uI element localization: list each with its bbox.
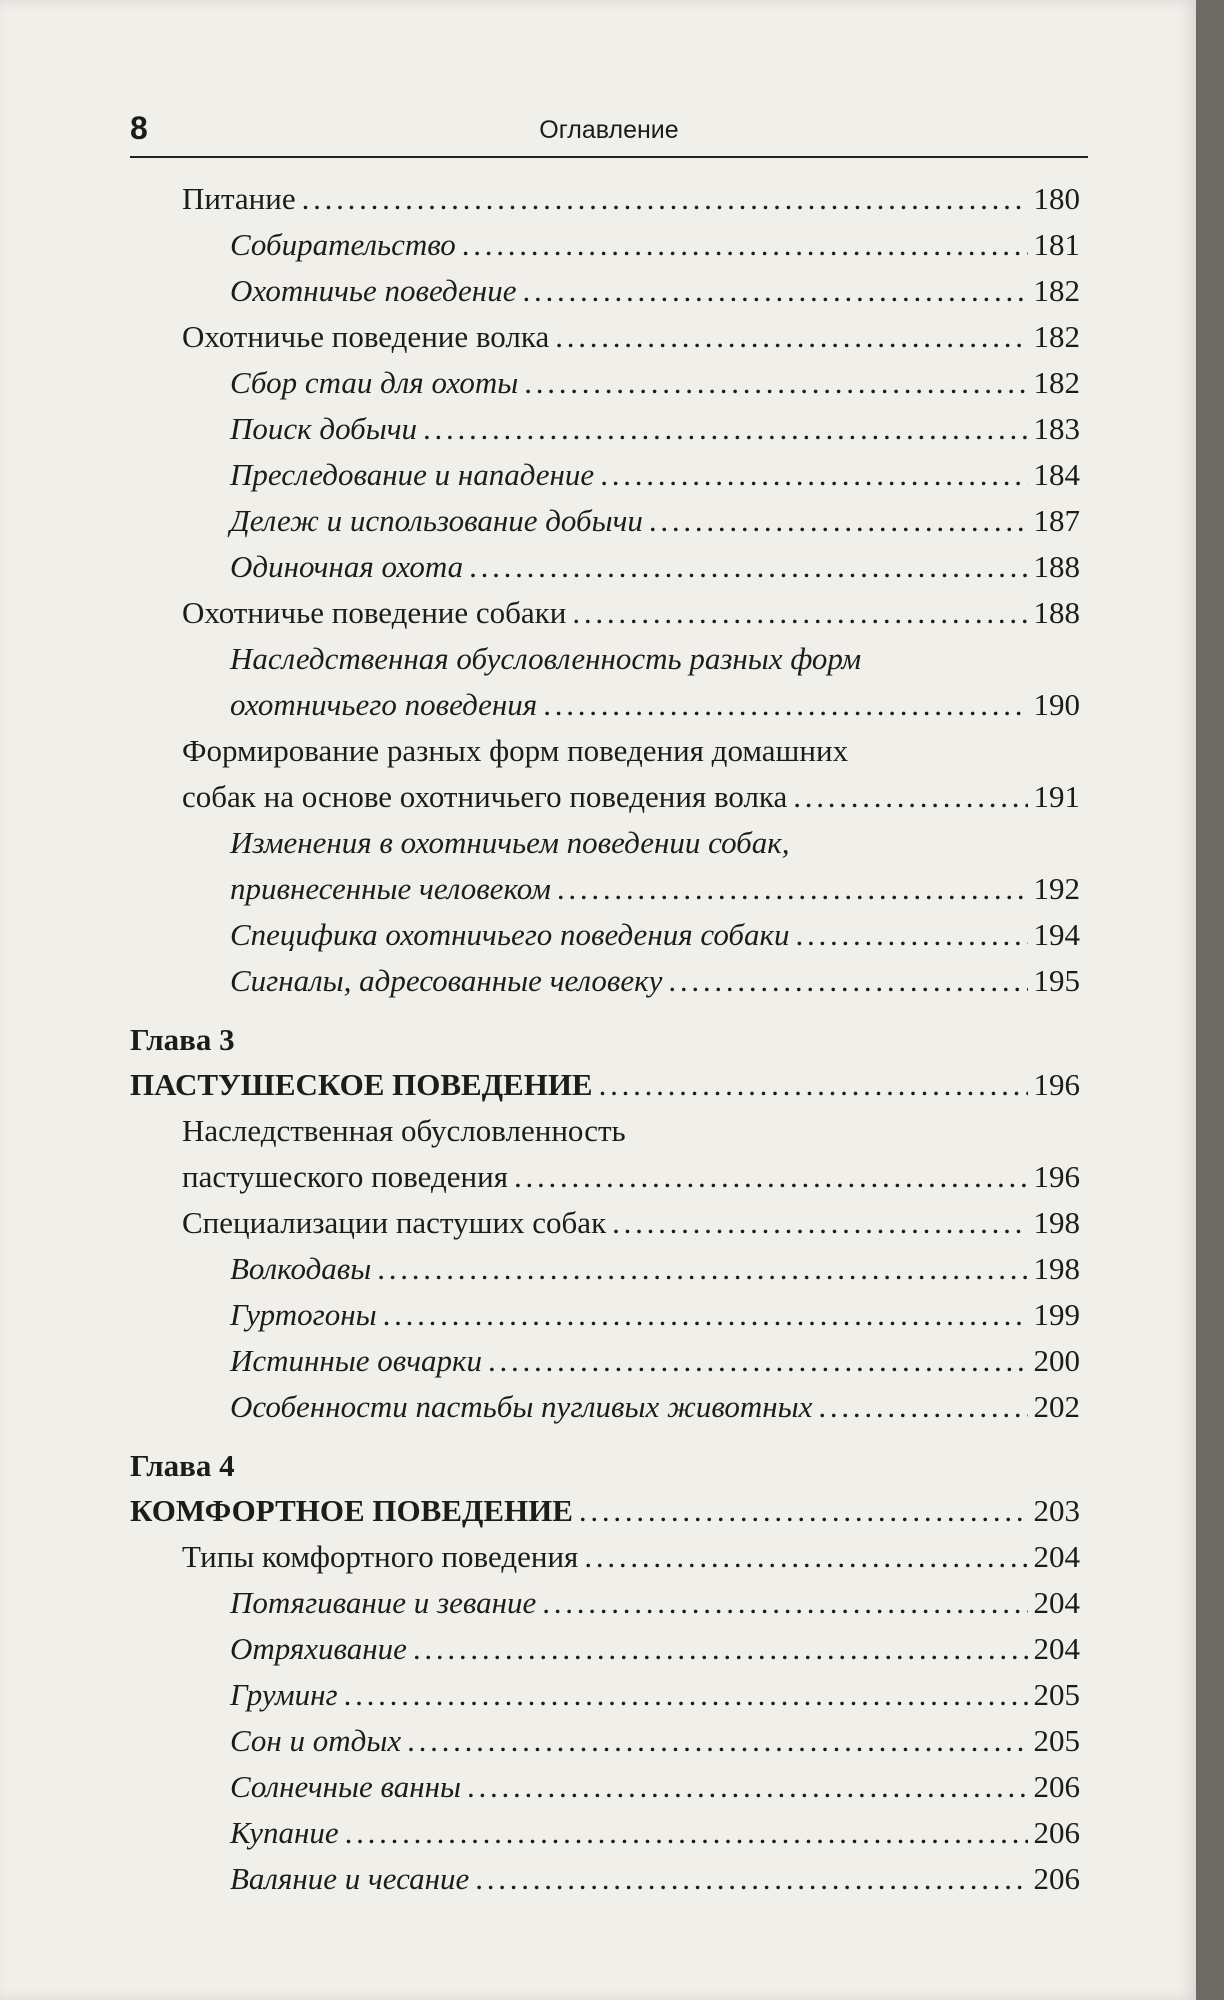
toc-entry-page: 206 xyxy=(1033,1815,1080,1850)
dot-leader xyxy=(649,498,1028,544)
toc-entry-page: 203 xyxy=(1033,1493,1080,1528)
chapter-title: КОМФОРТНОЕ ПОВЕДЕНИЕ xyxy=(130,1493,573,1528)
toc-entry xyxy=(130,1384,1080,1430)
toc-entry-title-line: Изменения в охотничьем поведении собак, xyxy=(230,825,790,860)
dot-leader xyxy=(796,912,1028,958)
toc-entry xyxy=(130,1534,1080,1580)
toc-entry xyxy=(130,314,1080,360)
toc-entry-title: Волкодавы xyxy=(230,1251,372,1286)
chapter-entry xyxy=(130,1062,1080,1108)
toc-entry xyxy=(130,1246,1080,1292)
toc-entry-page: 204 xyxy=(1033,1631,1080,1666)
toc-entry-title: Собирательство xyxy=(230,227,456,262)
toc-entry xyxy=(130,1718,1080,1764)
dot-leader xyxy=(572,590,1027,636)
chapter-title: ПАСТУШЕСКОЕ ПОВЕДЕНИЕ xyxy=(130,1067,593,1102)
toc-entry-page: 181 xyxy=(1033,227,1080,262)
toc-entry-title: Поиск добычи xyxy=(230,411,418,446)
dot-leader xyxy=(514,1154,1028,1200)
dot-leader xyxy=(522,268,1027,314)
toc-entry-page: 200 xyxy=(1033,1343,1080,1378)
toc-entry xyxy=(130,958,1080,1004)
toc-entry-title: Валяние и чесание xyxy=(230,1861,470,1896)
toc-entry-page: 184 xyxy=(1033,457,1080,492)
dot-leader xyxy=(377,1246,1027,1292)
toc-entry-title: Типы комфортного поведения xyxy=(182,1539,579,1574)
dot-leader xyxy=(467,1764,1027,1810)
chapter-entry xyxy=(130,1488,1080,1534)
toc-entry-page: 182 xyxy=(1033,319,1080,354)
toc-entry-page: 196 xyxy=(1033,1067,1080,1102)
toc-entry xyxy=(130,452,1080,498)
toc-entry-title: Сон и отдых xyxy=(230,1723,402,1758)
toc-entry xyxy=(130,866,1080,912)
toc-entry-page: 205 xyxy=(1033,1723,1080,1758)
toc-entry xyxy=(130,1810,1080,1856)
dot-leader xyxy=(542,1580,1027,1626)
toc-entry-title: Охотничье поведение собаки xyxy=(182,595,567,630)
toc-entry-page: 182 xyxy=(1033,365,1080,400)
dot-leader xyxy=(818,1384,1027,1430)
dot-leader xyxy=(413,1626,1028,1672)
dot-leader xyxy=(600,452,1027,498)
toc-entry-page: 202 xyxy=(1033,1389,1080,1424)
toc-entry-title: Отряхивание xyxy=(230,1631,407,1666)
toc-entry xyxy=(130,1338,1080,1384)
toc-entry xyxy=(130,268,1080,314)
chapter-label: Глава 3 xyxy=(130,1022,235,1057)
toc-entry xyxy=(130,1292,1080,1338)
page-number: 8 xyxy=(130,110,148,146)
toc-entry-title: Дележ и использование добычи xyxy=(230,503,643,538)
toc-entry-page: 190 xyxy=(1033,687,1080,722)
dot-leader xyxy=(524,360,1027,406)
toc-entry-page: 194 xyxy=(1033,917,1080,952)
toc-entry xyxy=(130,1580,1080,1626)
toc-entry-page: 206 xyxy=(1033,1769,1080,1804)
toc-entry-title: Истинные овчарки xyxy=(230,1343,483,1378)
page-header xyxy=(130,108,1088,158)
dot-leader xyxy=(555,314,1027,360)
dot-leader xyxy=(579,1488,1028,1534)
toc-entry-title-line: Формирование разных форм поведения домашних xyxy=(182,733,849,768)
toc-entry-title: Особенности пастьбы пугливых животных xyxy=(230,1389,813,1424)
toc-entry xyxy=(130,682,1080,728)
toc-entry xyxy=(130,1856,1080,1902)
toc-entry-page: 198 xyxy=(1033,1205,1080,1240)
dot-leader xyxy=(584,1534,1027,1580)
toc-entry-title: Купание xyxy=(230,1815,339,1850)
toc-entry-page: 191 xyxy=(1033,779,1080,814)
toc-entry-page: 198 xyxy=(1033,1251,1080,1286)
dot-leader xyxy=(599,1062,1028,1108)
toc-entry-title: пастушеского поведения xyxy=(182,1159,508,1194)
dot-leader xyxy=(407,1718,1027,1764)
toc-entry-title: привнесенные человеком xyxy=(230,871,551,906)
dot-leader xyxy=(462,222,1028,268)
toc-entry-title: Сбор стаи для охоты xyxy=(230,365,519,400)
toc-entry xyxy=(130,222,1080,268)
toc-entry-title-line: Наследственная обусловленность xyxy=(182,1113,626,1148)
toc-entry-page: 188 xyxy=(1033,549,1080,584)
table-of-contents xyxy=(130,176,1080,1902)
dot-leader xyxy=(383,1292,1028,1338)
toc-entry-title: Солнечные ванны xyxy=(230,1769,462,1804)
toc-entry-title: Преследование и нападение xyxy=(230,457,595,492)
toc-entry xyxy=(130,360,1080,406)
toc-entry-title: Специализации пастуших собак xyxy=(182,1205,607,1240)
toc-entry-page: 196 xyxy=(1033,1159,1080,1194)
toc-entry-page: 187 xyxy=(1033,503,1080,538)
toc-entry-title: Гуртогоны xyxy=(230,1297,377,1332)
toc-entry-page: 188 xyxy=(1033,595,1080,630)
dot-leader xyxy=(557,866,1028,912)
toc-entry-page: 199 xyxy=(1033,1297,1080,1332)
dot-leader xyxy=(475,1856,1027,1902)
toc-entry xyxy=(130,544,1080,590)
dot-leader xyxy=(543,682,1027,728)
toc-entry-page: 183 xyxy=(1033,411,1080,446)
dot-leader xyxy=(344,1672,1028,1718)
toc-entry xyxy=(130,498,1080,544)
toc-entry xyxy=(130,1764,1080,1810)
toc-entry xyxy=(130,1672,1080,1718)
dot-leader xyxy=(488,1338,1027,1384)
toc-entry xyxy=(130,1626,1080,1672)
toc-entry-title: Одиночная охота xyxy=(230,549,464,584)
chapter-label: Глава 4 xyxy=(130,1448,235,1483)
toc-entry-title: Потягивание и зевание xyxy=(230,1585,537,1620)
toc-entry-title: Охотничье поведение xyxy=(230,273,517,308)
toc-entry xyxy=(130,774,1080,820)
toc-entry-page: 180 xyxy=(1033,181,1080,216)
dot-leader xyxy=(793,774,1027,820)
toc-entry-page: 204 xyxy=(1033,1585,1080,1620)
toc-entry-page: 195 xyxy=(1033,963,1080,998)
toc-entry-title-line: Наследственная обусловленность разных форм xyxy=(230,641,862,676)
dot-leader xyxy=(668,958,1027,1004)
dot-leader xyxy=(423,406,1027,452)
toc-entry xyxy=(130,406,1080,452)
toc-entry-title: Специфика охотничьего поведения собаки xyxy=(230,917,790,952)
toc-entry-page: 206 xyxy=(1033,1861,1080,1896)
dot-leader xyxy=(345,1810,1028,1856)
toc-entry-page: 192 xyxy=(1033,871,1080,906)
toc-entry xyxy=(130,1200,1080,1246)
toc-entry-page: 182 xyxy=(1033,273,1080,308)
toc-entry-title: охотничьего поведения xyxy=(230,687,538,722)
dot-leader xyxy=(302,176,1028,222)
toc-entry-title: собак на основе охотничьего поведения волка xyxy=(182,779,788,814)
dot-leader xyxy=(469,544,1027,590)
toc-entry-page: 205 xyxy=(1033,1677,1080,1712)
toc-entry-page: 204 xyxy=(1033,1539,1080,1574)
toc-entry-title: Охотничье поведение волка xyxy=(182,319,550,354)
toc-entry xyxy=(130,1154,1080,1200)
running-title: Оглавление xyxy=(539,116,679,144)
toc-entry xyxy=(130,590,1080,636)
toc-entry-title: Сигналы, адресованные человеку xyxy=(230,963,663,998)
toc-entry xyxy=(130,912,1080,958)
toc-entry-title: Груминг xyxy=(230,1677,338,1712)
toc-entry-title: Питание xyxy=(182,181,296,216)
toc-entry xyxy=(130,176,1080,222)
dot-leader xyxy=(612,1200,1027,1246)
